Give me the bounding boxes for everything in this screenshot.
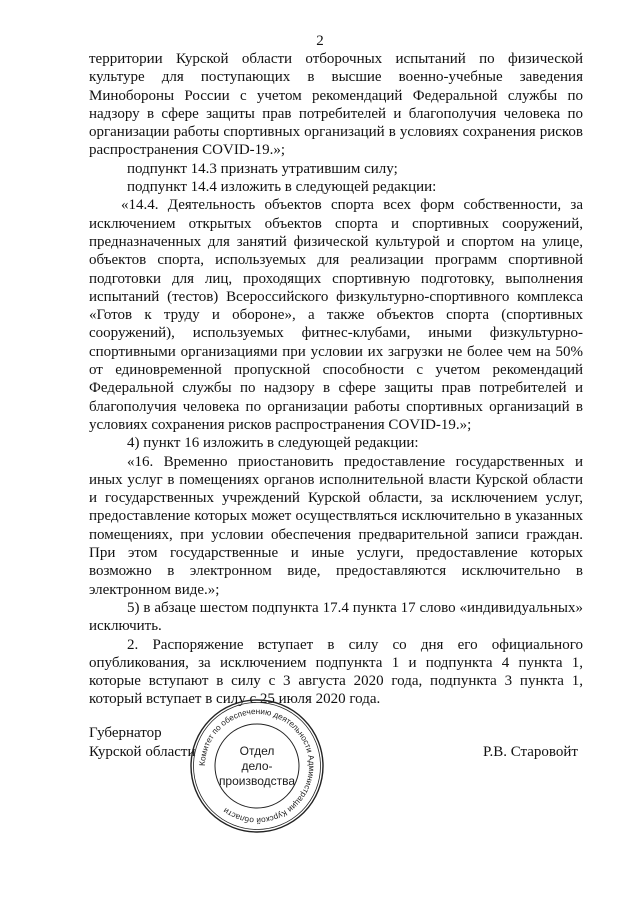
stamp-center bbox=[187, 696, 327, 836]
official-stamp bbox=[187, 696, 327, 836]
stamp-center-line3: производства bbox=[218, 773, 296, 788]
page-number: 2 bbox=[316, 33, 324, 49]
paragraph-effective-date: 2. Распоряжение вступает в силу со дня его официального опубликования, за исключением подпункта 1 и подпункта 4 пункта 1, которые вступают в силу с 3 августа 2020 года, подпункта 3 пункта 1, который вступает в силу с 25 июля 2020 года. bbox=[89, 636, 583, 708]
signature-block bbox=[89, 706, 583, 844]
paragraph-point-16-text: «16. Временно приостановить предоставление государственных и иных услуг в помещениях органов исполнительной власти Курской области и государственных учреждений Курской области, за исключением услуг, предоставление которых может осуществляться исключительно в указанных помещениях, при условии обеспечения предварительной записи граждан. При этом государственные и иные услуги, предоставление которых возможно в электронном виде, предоставляются исключительно в электронном виде.»; bbox=[89, 453, 583, 598]
paragraph-point-17-4: 5) в абзаце шестом подпункта 17.4 пункта 17 слово «индивидуальных» исключить. bbox=[89, 599, 583, 635]
paragraph-covid-testing: территории Курской области отборочных испытаний по физической культуре для поступающих в высшие военно-учебные заведения Минобороны России с учетом рекомендаций Федеральной службы по надзору в сфере защиты прав потребителей и благополучия человека по организации работы спортивных организаций в условиях сохранения рисков распространения COVID-19.»; bbox=[89, 51, 583, 159]
document-body bbox=[89, 50, 583, 709]
stamp-ring-text: Комитет по обеспечению деятельности Администрации Курской области bbox=[197, 706, 317, 826]
paragraph-14-4-intro: подпункт 14.4 изложить в следующей редакции: bbox=[127, 179, 437, 196]
paragraph-point-16-intro: 4) пункт 16 изложить в следующей редакции: bbox=[127, 435, 419, 452]
signatory-name: Р.В. Старовойт bbox=[483, 744, 578, 760]
stamp-center-line2: дело- bbox=[241, 758, 273, 773]
paragraph-14-4-text: «14.4. Деятельность объектов спорта всех форм собственности, за исключением открытых объектов спорта и спортивных сооружений, предназначенных для занятий физической культурой и спортом на улице, объектов спорта, используемых для реализации программ спортивной подготовки для лиц, проходящих спортивную подготовку, выполнения испытаний (тестов) Всероссийского физкультурно-спортивного комплекса «Готов к труду и обороне», а также объектов спорта (спортивных сооружений), используемых фитнес-клубами, иными физкультурно-спортивными организациями при условии их загрузки не более чем на 50% от единовременной пропускной способности с учетом рекомендаций Федеральной службы по надзору в сфере защиты прав потребителей и благополучия человека по организации работы спортивных организаций в условиях сохранения рисков распространения COVID-19.»; bbox=[89, 197, 583, 433]
signatory-title-line1: Губернатор bbox=[89, 725, 162, 741]
stamp-center-line1: Отдел bbox=[239, 743, 275, 758]
signatory-title-line2: Курской области bbox=[89, 744, 196, 760]
paragraph-14-3: подпункт 14.3 признать утратившим силу; bbox=[127, 160, 398, 177]
signatory-title bbox=[89, 724, 195, 762]
